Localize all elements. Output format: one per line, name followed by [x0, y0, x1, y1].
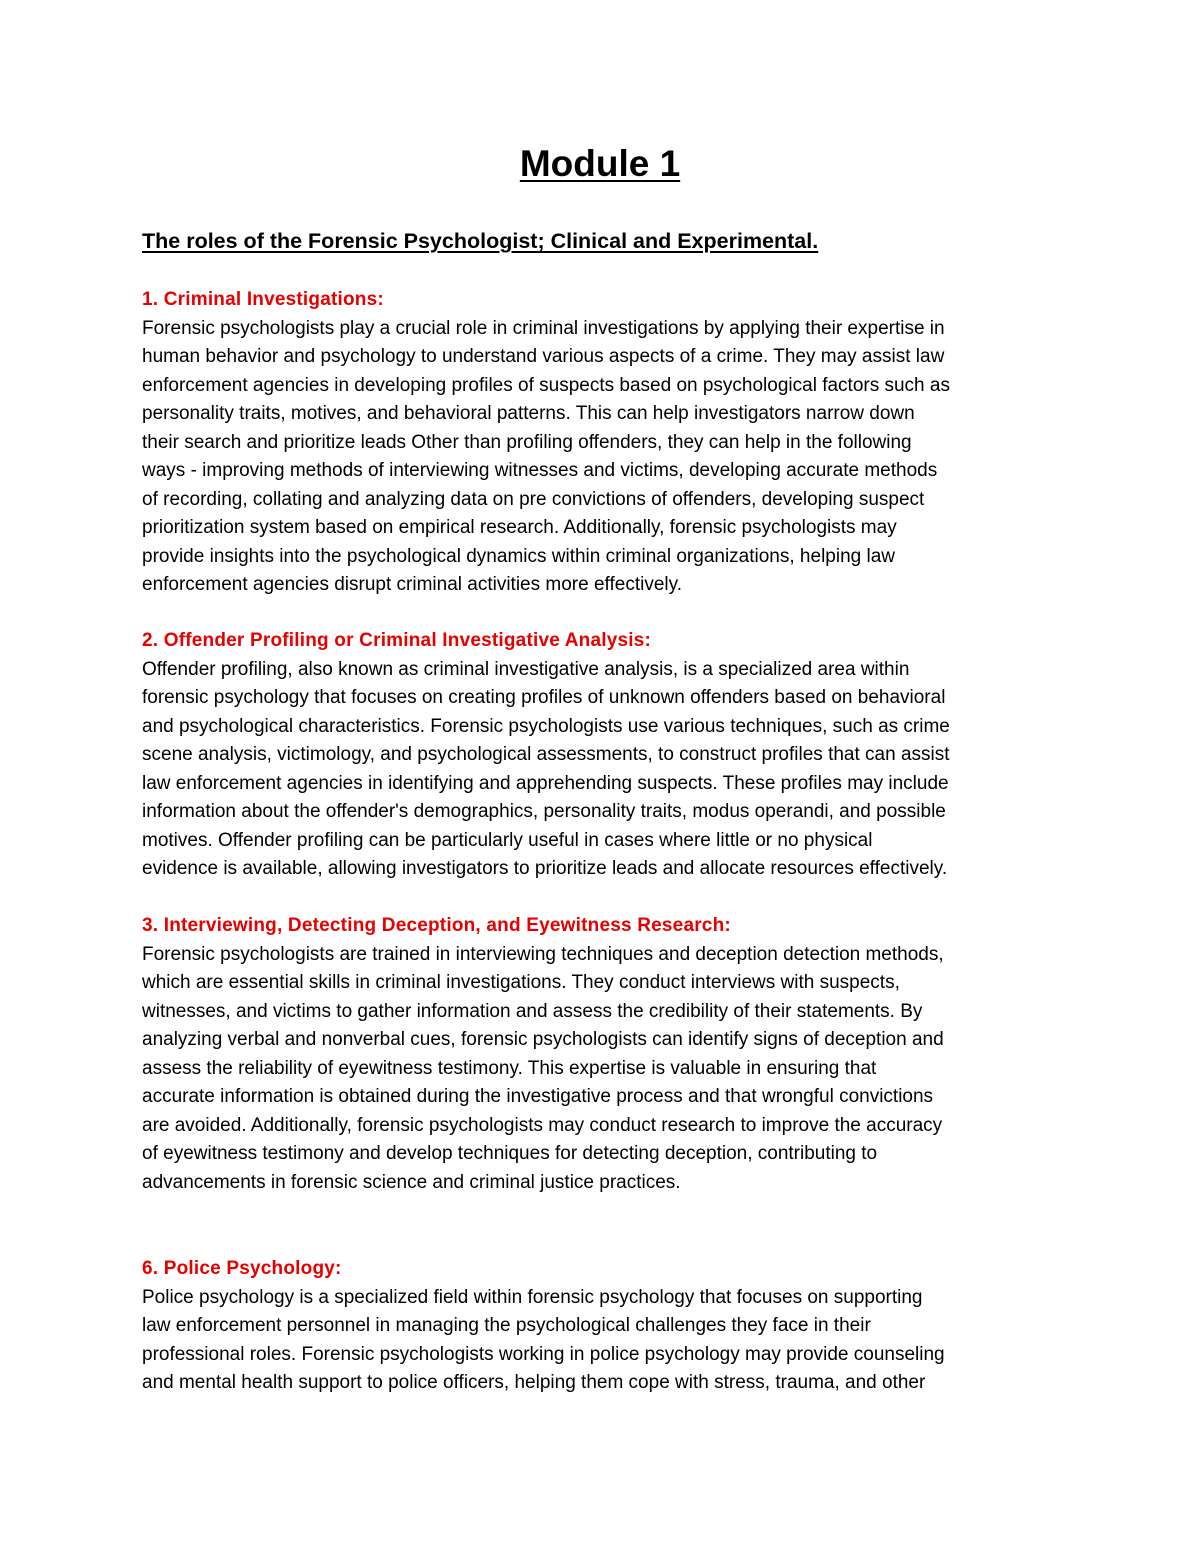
- body-line: provide insights into the psychological dynamics within criminal organizations, helping law: [142, 545, 895, 567]
- body-line: prioritization system based on empirical research. Additionally, forensic psychologists may: [142, 517, 897, 538]
- body-line: are avoided. Additionally, forensic psychologists may conduct research to improve the accuracy: [142, 1114, 943, 1136]
- body-line: and psychological characteristics. Forensic psychologists use various techniques, such as crime: [142, 715, 950, 737]
- body-line: forensic psychology that focuses on creating profiles of unknown offenders based on behavioral: [142, 687, 946, 708]
- body-line: law enforcement agencies in identifying and apprehending suspects. These profiles may include: [142, 772, 949, 794]
- body-line: law enforcement personnel in managing the psychological challenges they face in their: [142, 1315, 871, 1336]
- body-line: personality traits, motives, and behavioral patterns. This can help investigators narrow down: [142, 403, 915, 424]
- body-line: motives. Offender profiling can be particularly useful in cases where little or no physical: [142, 829, 873, 851]
- body-line: Forensic psychologists are trained in interviewing techniques and deception detection methods,: [142, 943, 944, 965]
- body-line: Offender profiling, also known as criminal investigative analysis, is a specialized area within: [142, 658, 910, 680]
- section-heading: 1. Criminal Investigations:: [142, 289, 384, 310]
- body-line: of recording, collating and analyzing data on pre convictions of offenders, developing suspect: [142, 488, 925, 510]
- section-body: [142, 315, 1072, 600]
- body-line: of eyewitness testimony and develop techniques for detecting deception, contributing to: [142, 1143, 878, 1164]
- section-police-psychology: [142, 1255, 1072, 1398]
- body-line: scene analysis, victimology, and psychological assessments, to construct profiles that can assist: [142, 744, 950, 765]
- body-line: advancements in forensic science and criminal justice practices.: [142, 1171, 681, 1193]
- body-line: assess the reliability of eyewitness testimony. This expertise is valuable in ensuring that: [142, 1057, 877, 1079]
- section-heading: 2. Offender Profiling or Criminal Investigative Analysis:: [142, 630, 652, 651]
- body-line: enforcement agencies disrupt criminal activities more effectively.: [142, 574, 682, 595]
- body-line: enforcement agencies in developing profiles of suspects based on psychological factors such as: [142, 374, 950, 396]
- body-line: witnesses, and victims to gather information and assess the credibility of their statements. By: [142, 1000, 923, 1022]
- body-line: Police psychology is a specialized field within forensic psychology that focuses on supporting: [142, 1286, 923, 1308]
- document-title: Module 1: [519, 143, 681, 184]
- body-line: evidence is available, allowing investigators to prioritize leads and allocate resources effectively.: [142, 858, 948, 879]
- section-interviewing-deception: [142, 912, 1072, 1197]
- body-line: and mental health support to police officers, helping them cope with stress, trauma, and other: [142, 1372, 926, 1393]
- body-line: which are essential skills in criminal investigations. They conduct interviews with suspects,: [142, 972, 900, 993]
- body-line: ways - improving methods of interviewing witnesses and victims, developing accurate methods: [142, 460, 938, 481]
- section-heading: 3. Interviewing, Detecting Deception, and Eyewitness Research:: [142, 915, 731, 936]
- body-line: their search and prioritize leads Other than profiling offenders, they can help in the following: [142, 431, 912, 453]
- body-line: professional roles. Forensic psychologists working in police psychology may provide counseling: [142, 1343, 945, 1365]
- body-line: accurate information is obtained during the investigative process and that wrongful convictions: [142, 1086, 934, 1107]
- section-offender-profiling: [142, 627, 1072, 884]
- section-body: [142, 1284, 1072, 1398]
- body-line: information about the offender's demographics, personality traits, modus operandi, and possible: [142, 801, 946, 822]
- section-body: [142, 656, 1072, 884]
- section-criminal-investigations: [142, 286, 1072, 600]
- body-line: human behavior and psychology to understand various aspects of a crime. They may assist law: [142, 346, 945, 367]
- body-line: Forensic psychologists play a crucial role in criminal investigations by applying their expertise in: [142, 317, 945, 339]
- body-line: analyzing verbal and nonverbal cues, forensic psychologists can identify signs of deception and: [142, 1029, 944, 1050]
- document-subtitle: The roles of the Forensic Psychologist; Clinical and Experimental.: [142, 229, 819, 253]
- section-heading: 6. Police Psychology:: [142, 1258, 342, 1279]
- section-body: [142, 941, 1072, 1198]
